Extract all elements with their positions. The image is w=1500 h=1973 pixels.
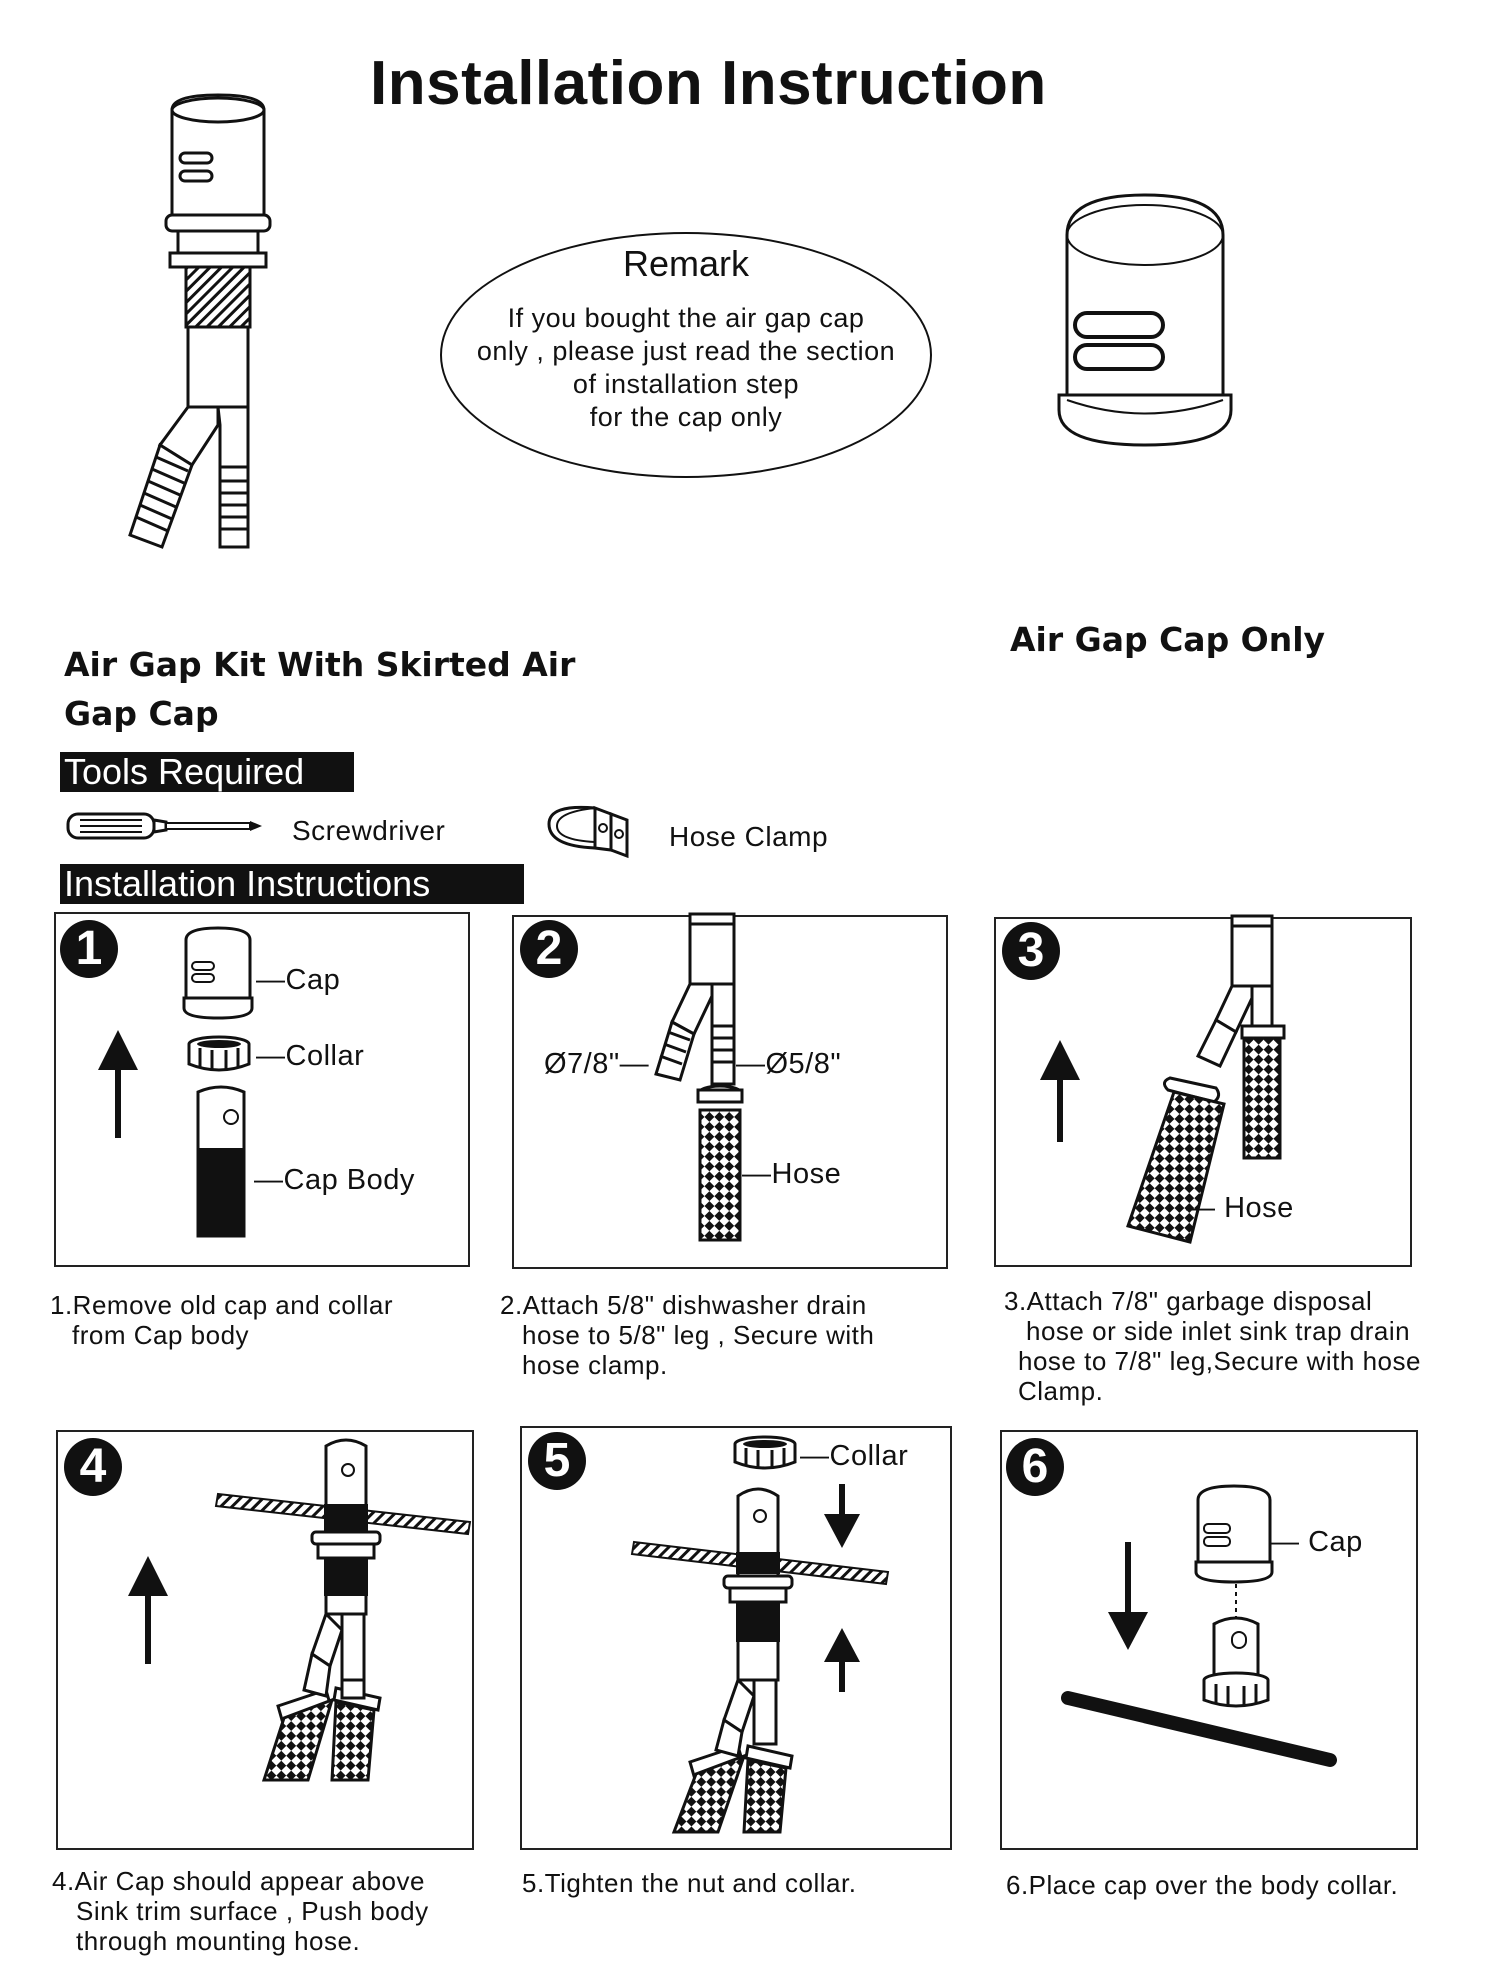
step-1-label-collar: —Collar bbox=[256, 1040, 365, 1072]
caption-line: hose or side inlet sink trap drain bbox=[1026, 1316, 1411, 1346]
step-2-caption bbox=[500, 1290, 930, 1380]
step-5-label-collar: —Collar bbox=[800, 1440, 909, 1472]
caption-line: 1.Remove old cap and collar bbox=[50, 1290, 394, 1320]
caption-line: Clamp. bbox=[1018, 1376, 1104, 1406]
step-2-label-5-8: —Ø5/8" bbox=[736, 1048, 842, 1080]
step-3-label-hose: — Hose bbox=[1186, 1192, 1294, 1224]
step-4-number: 4 bbox=[64, 1438, 122, 1496]
cap-body-illustration bbox=[194, 1086, 248, 1236]
remark-title: Remark bbox=[622, 243, 750, 284]
caption-line: 2.Attach 5/8" dishwasher drain bbox=[500, 1290, 867, 1320]
step-4-illustration bbox=[212, 1434, 472, 1794]
step-2-label-hose: —Hose bbox=[742, 1158, 842, 1190]
label-text: Cap bbox=[1308, 1526, 1363, 1558]
step-2-label-7-8: Ø7/8"— bbox=[544, 1048, 650, 1080]
kit-product-label bbox=[64, 640, 584, 738]
caption-line: 3.Attach 7/8" garbage disposal bbox=[1004, 1286, 1373, 1316]
up-arrow-icon bbox=[96, 1030, 140, 1140]
cap-product-label: Air Gap Cap Only bbox=[1010, 620, 1326, 659]
step-4-caption bbox=[52, 1866, 472, 1956]
label-text: Hose bbox=[771, 1158, 842, 1190]
step-3-caption bbox=[1004, 1286, 1484, 1406]
air-gap-kit-illustration bbox=[120, 95, 300, 565]
kit-label-line: Air Gap Kit With Skirted Air bbox=[64, 645, 576, 684]
label-text: Collar bbox=[285, 1040, 365, 1072]
label-text: Hose bbox=[1224, 1192, 1294, 1224]
collar-illustration bbox=[732, 1436, 798, 1474]
step-1-label-cap: —Cap bbox=[256, 964, 341, 996]
remark-line: If you bought the air gap cap bbox=[507, 303, 865, 333]
tools-section-title: Tools Required bbox=[60, 752, 354, 792]
caption-line: Sink trim surface , Push body bbox=[76, 1896, 429, 1926]
step-6-label-cap: — Cap bbox=[1270, 1526, 1363, 1558]
air-gap-cap-illustration bbox=[1055, 195, 1235, 455]
sink-surface-line bbox=[1060, 1690, 1340, 1770]
caption-line: through mounting hose. bbox=[76, 1926, 361, 1956]
remark-line: for the cap only bbox=[589, 402, 783, 432]
label-text: Ø5/8" bbox=[765, 1048, 842, 1080]
step-6-number: 6 bbox=[1006, 1438, 1064, 1496]
up-arrow-icon bbox=[1038, 1040, 1082, 1144]
caption-line: hose to 7/8" leg,Secure with hose bbox=[1018, 1346, 1421, 1376]
cap-illustration bbox=[1194, 1486, 1274, 1584]
up-arrow-icon bbox=[126, 1556, 170, 1666]
remark-body bbox=[440, 302, 932, 434]
caption-line: hose to 5/8" leg , Secure with bbox=[522, 1320, 875, 1350]
label-text: Cap bbox=[285, 964, 341, 996]
label-text: Ø7/8" bbox=[544, 1048, 620, 1080]
collar-illustration bbox=[186, 1036, 252, 1076]
step-1-label-cap-body: —Cap Body bbox=[254, 1164, 415, 1196]
down-arrow-icon bbox=[1106, 1542, 1150, 1652]
instructions-section-title: Installation Instructions bbox=[60, 864, 524, 904]
step-5-number: 5 bbox=[528, 1432, 586, 1490]
remark-line: only , please just read the section bbox=[476, 336, 896, 366]
screwdriver-label: Screwdriver bbox=[292, 815, 446, 846]
label-text: Cap Body bbox=[283, 1164, 415, 1196]
kit-label-line: Gap Cap bbox=[64, 694, 219, 733]
caption-line: 6.Place cap over the body collar. bbox=[1006, 1870, 1399, 1900]
cap-illustration bbox=[182, 928, 254, 1020]
step-3-number: 3 bbox=[1002, 922, 1060, 980]
step-1-caption bbox=[50, 1290, 470, 1350]
hose-clamp-icon bbox=[545, 800, 635, 862]
caption-line: 5.Tighten the nut and collar. bbox=[522, 1868, 857, 1898]
page-title: Installation Instruction bbox=[370, 49, 1047, 118]
label-text: Collar bbox=[829, 1440, 909, 1472]
step-5-illustration bbox=[632, 1480, 892, 1840]
step-5-caption bbox=[522, 1868, 942, 1898]
step-2-number: 2 bbox=[520, 920, 578, 978]
caption-line: from Cap body bbox=[72, 1320, 250, 1350]
screwdriver-icon bbox=[66, 808, 266, 844]
remark-line: of installation step bbox=[572, 369, 800, 399]
hose-clamp-label: Hose Clamp bbox=[669, 821, 829, 852]
caption-line: hose clamp. bbox=[522, 1350, 668, 1380]
step-1-number: 1 bbox=[60, 920, 118, 978]
caption-line: 4.Air Cap should appear above bbox=[52, 1866, 425, 1896]
step-6-caption bbox=[1006, 1870, 1446, 1900]
